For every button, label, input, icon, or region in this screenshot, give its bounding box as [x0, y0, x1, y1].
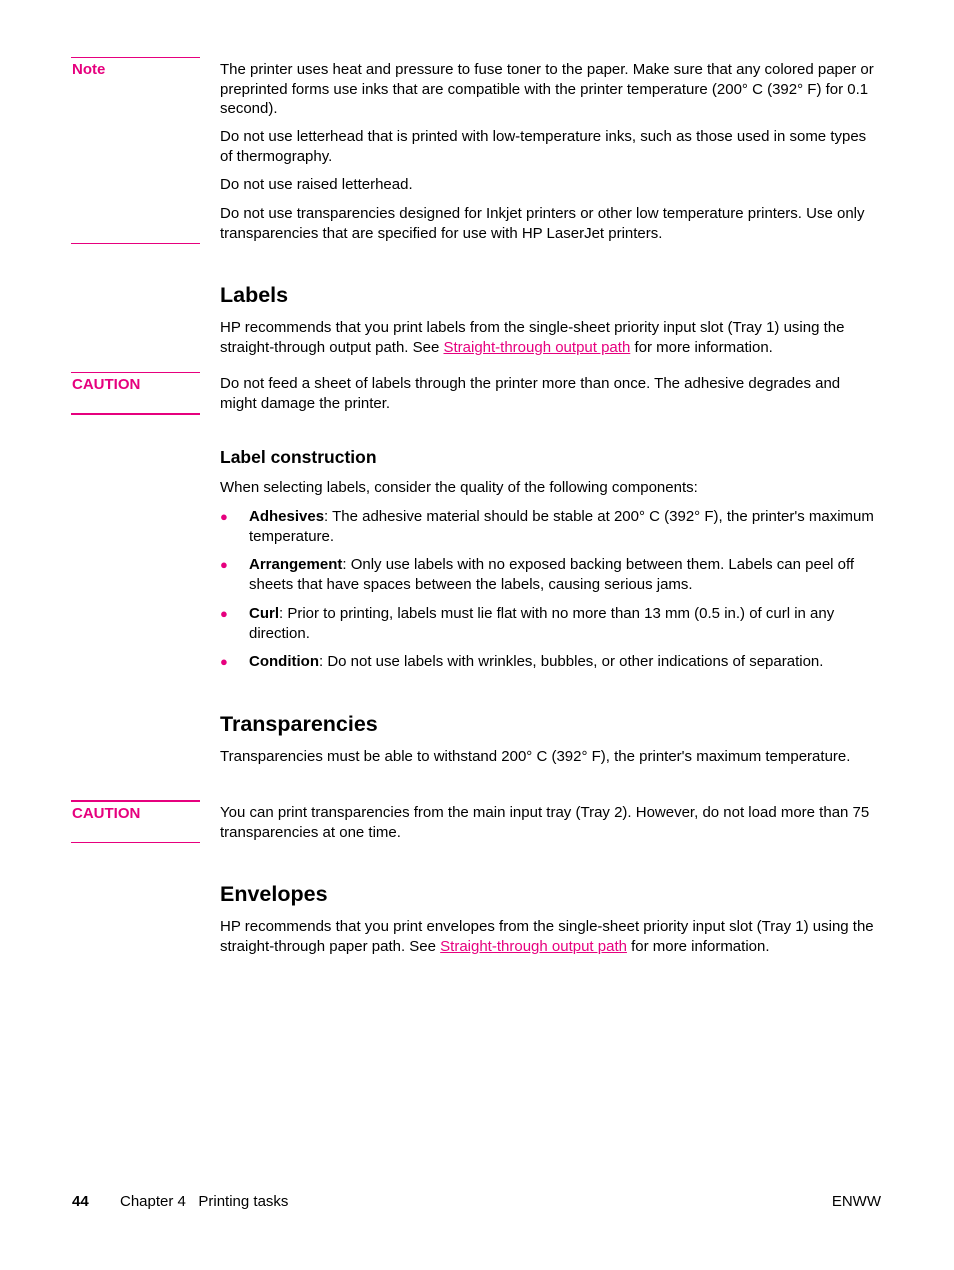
page-number: 44	[72, 1193, 89, 1210]
envelopes-intro-tail: for more information.	[626, 937, 770, 955]
straight-through-link-2[interactable]: Straight-through output path	[440, 937, 627, 955]
bullet-term: Curl	[249, 605, 279, 622]
labels-caution-top-rule	[71, 372, 200, 373]
note-paragraph-2: Do not use letterhead that is printed with low-temperature inks, such as those used in some types of thermography.	[220, 128, 867, 165]
transparencies-caution-bottom-rule	[71, 842, 200, 843]
bullet-desc: : Prior to printing, labels must lie flat with no more than 13 mm (0.5 in.) of curl in any direction.	[249, 605, 835, 642]
bullet-desc: : The adhesive material should be stable at 200° C (392° F), the printer's maximum temperature.	[249, 508, 874, 545]
labels-caution-label: CAUTION	[72, 376, 141, 393]
transparencies-caution-top-rule	[71, 800, 200, 802]
transparencies-caution-label: CAUTION	[72, 805, 141, 822]
bullet-term: Condition	[249, 653, 319, 670]
labels-caution-text: Do not feed a sheet of labels through the printer more than once. The adhesive degrades and might damage the printer.	[220, 375, 841, 412]
footer-chapter: Chapter 4 Printing tasks	[120, 1193, 289, 1210]
footer-right: ENWW	[831, 1193, 881, 1210]
labels-caution-bottom-rule	[71, 413, 200, 415]
envelopes-intro	[220, 917, 880, 956]
note-paragraph-3: Do not use raised letterhead.	[220, 176, 413, 193]
note-paragraph-4: Do not use transparencies designed for Inkjet printers or other low temperature printers. Use only transparencies that are specified for use with HP LaserJet printers.	[220, 205, 865, 242]
bullet-dot-icon: ●	[220, 654, 228, 669]
envelopes-intro-text: HP recommends that you print envelopes from the single-sheet priority input slot (Tray 1) using the straight-through paper path. See	[220, 918, 874, 955]
bullet-dot-icon: ●	[220, 509, 228, 524]
straight-through-link-1[interactable]: Straight-through output path	[443, 338, 631, 356]
bullet-desc: : Only use labels with no exposed backing between them. Labels can peel off sheets that have spaces between the labels, causing serious jams.	[249, 556, 855, 593]
envelopes-heading: Envelopes	[220, 882, 328, 906]
labels-intro	[220, 318, 880, 357]
labels-intro-tail: for more information.	[630, 338, 773, 356]
bullet-term: Arrangement	[249, 556, 343, 573]
note-label: Note	[72, 61, 106, 78]
bullet-dot-icon: ●	[220, 606, 228, 621]
note-paragraph-1: The printer uses heat and pressure to fuse toner to the paper. Make sure that any colored paper or preprinted forms use inks that are compatible with the printer temperature (200° C (392° F) for 0.1 second).	[220, 61, 874, 117]
bullet-arrangement-text	[249, 555, 879, 594]
bullet-adhesives-text	[249, 507, 879, 546]
labels-heading: Labels	[220, 283, 289, 307]
transparencies-intro: Transparencies must be able to withstand 200° C (392° F), the printer's maximum temperature.	[220, 748, 851, 765]
transparencies-caution-text: You can print transparencies from the main input tray (Tray 2). However, do not load more than 75 transparencies at one time.	[220, 804, 870, 841]
bullet-desc: : Do not use labels with wrinkles, bubbles, or other indications of separation.	[318, 653, 824, 670]
transparencies-heading: Transparencies	[220, 712, 378, 736]
note-bottom-rule	[71, 243, 200, 244]
label-construction-heading: Label construction	[220, 447, 377, 467]
note-top-rule	[71, 57, 200, 58]
bullet-curl-text	[249, 604, 879, 643]
bullet-term: Adhesives	[249, 508, 325, 525]
labels-intro-text: HP recommends that you print labels from the single-sheet priority input slot (Tray 1) using the straight-through output path. See	[220, 319, 845, 356]
bullet-dot-icon: ●	[220, 557, 228, 572]
bullet-condition-text	[249, 652, 879, 672]
label-construction-intro: When selecting labels, consider the quality of the following components:	[220, 479, 698, 496]
